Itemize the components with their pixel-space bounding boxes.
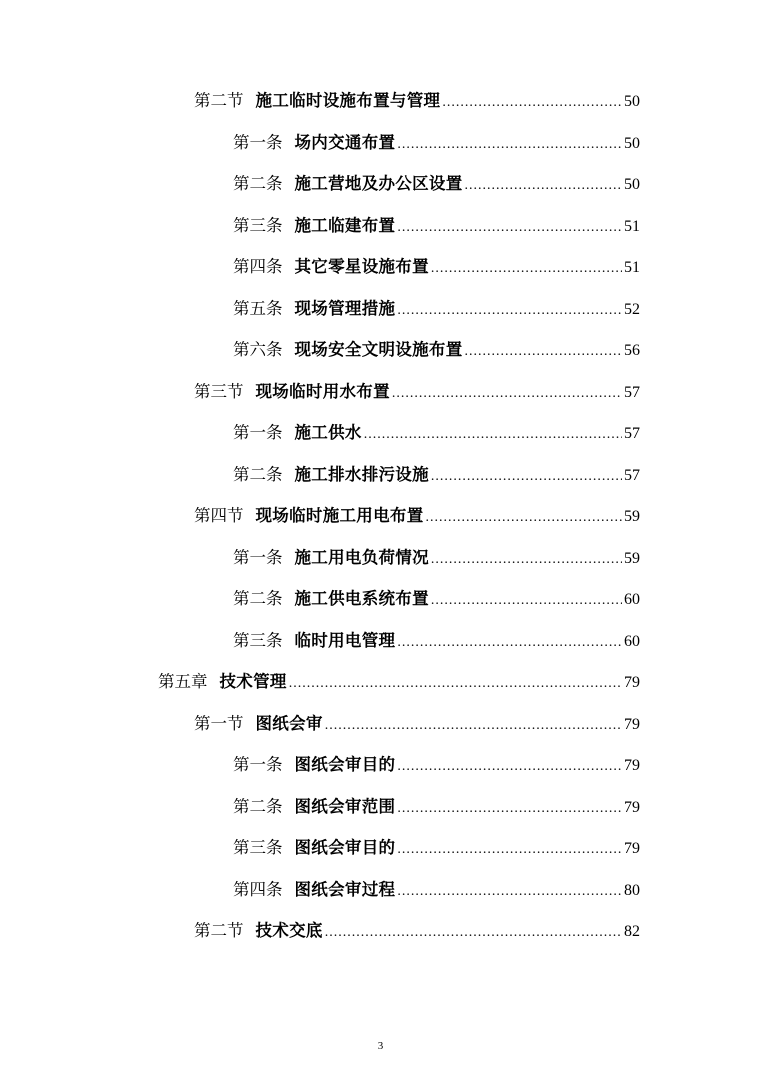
toc-entry-number: 第一节 — [194, 713, 244, 733]
toc-entry[interactable] — [0, 256, 761, 298]
toc-entry-title: 施工临时设施布置与管理 — [255, 91, 441, 110]
toc-entry-title: 现场管理措施 — [294, 298, 396, 318]
toc-entry-number: 第二条 — [233, 589, 283, 608]
toc-entry-number: 第六条 — [233, 340, 283, 359]
toc-entry-title: 技术交底 — [255, 921, 323, 940]
toc-entry-number: 第二节 — [194, 921, 244, 940]
toc-entry[interactable] — [0, 547, 761, 589]
toc-entry-page-number: 79 — [624, 798, 640, 816]
toc-entry-page-number: 79 — [624, 840, 640, 857]
toc-entry[interactable] — [0, 464, 761, 506]
toc-entry-page-number: 50 — [624, 176, 640, 193]
toc-dot-leader — [465, 175, 623, 197]
toc-entry-row — [233, 588, 640, 612]
toc-dot-leader — [431, 590, 622, 612]
toc-entry-page-number: 51 — [624, 259, 640, 276]
toc-entry-page-number: 57 — [624, 425, 640, 442]
toc-entry-title: 技术管理 — [219, 672, 287, 691]
toc-entry[interactable] — [0, 588, 761, 630]
toc-entry-row — [233, 547, 640, 571]
toc-dot-leader — [397, 300, 622, 322]
toc-entry-page-number: 50 — [624, 93, 640, 110]
toc-entry-title: 施工供电系统布置 — [294, 589, 429, 608]
toc-dot-leader — [397, 881, 622, 903]
toc-entry-row — [194, 90, 640, 114]
toc-entry-row — [233, 796, 640, 820]
toc-entry-title: 现场临时施工用电布置 — [255, 506, 424, 525]
toc-entry[interactable] — [0, 381, 761, 423]
page-number: 3 — [377, 1040, 384, 1052]
toc-dot-leader — [431, 258, 622, 280]
toc-entry-number: 第三节 — [194, 381, 244, 401]
toc-dot-leader — [397, 217, 622, 239]
toc-entry-page-number: 59 — [624, 549, 640, 567]
toc-entry-page-number: 57 — [624, 383, 640, 401]
toc-entry-number: 第一条 — [233, 547, 283, 567]
toc-entry-title: 现场临时用水布置 — [255, 381, 390, 401]
toc-entry-row — [233, 256, 640, 280]
toc-entry-title: 图纸会审目的 — [294, 755, 396, 774]
toc-entry-page-number: 80 — [624, 881, 640, 899]
toc-entry-number: 第二条 — [233, 464, 283, 484]
toc-entry-number: 第四条 — [233, 257, 283, 276]
toc-entry-title: 施工排水排污设施 — [294, 464, 429, 484]
toc-entry-number: 第二条 — [233, 174, 283, 193]
toc-dot-leader — [397, 756, 622, 778]
toc-entry-row — [233, 132, 640, 156]
toc-entry-number: 第四条 — [233, 879, 283, 899]
toc-entry-row — [158, 671, 640, 695]
toc-entry-title: 图纸会审 — [255, 713, 323, 733]
toc-entry-title: 现场安全文明设施布置 — [294, 340, 463, 359]
toc-entry-page-number: 79 — [624, 674, 640, 691]
toc-entry-title: 图纸会审目的 — [294, 838, 396, 857]
toc-entry[interactable] — [0, 630, 761, 672]
toc-entry-title: 其它零星设施布置 — [294, 257, 429, 276]
toc-entry-page-number: 82 — [624, 923, 640, 940]
toc-entry[interactable] — [0, 879, 761, 921]
toc-entry-number: 第五章 — [158, 672, 208, 691]
toc-entry-title: 施工临建布置 — [294, 215, 396, 235]
toc-entry[interactable] — [0, 505, 761, 547]
toc-entry-row — [194, 920, 640, 944]
toc-entry-row — [233, 630, 640, 654]
toc-dot-leader — [325, 715, 622, 737]
toc-dot-leader — [431, 466, 622, 488]
toc-dot-leader — [397, 632, 622, 654]
toc-dot-leader — [465, 341, 623, 363]
toc-entry-page-number: 60 — [624, 591, 640, 608]
toc-entry-row — [233, 339, 640, 363]
toc-entry-number: 第一条 — [233, 755, 283, 774]
toc-entry-row — [233, 173, 640, 197]
toc-dot-leader — [426, 507, 623, 529]
toc-entry[interactable] — [0, 90, 761, 132]
toc-entry-row — [233, 215, 640, 239]
toc-entry-page-number: 51 — [624, 217, 640, 235]
toc-dot-leader — [289, 673, 622, 695]
toc-dot-leader — [392, 383, 622, 405]
toc-entry-title: 施工供水 — [294, 423, 362, 442]
toc-entry-row — [233, 298, 640, 322]
toc-dot-leader — [325, 922, 622, 944]
toc-entry-number: 第三条 — [233, 215, 283, 235]
toc-entry-row — [194, 381, 640, 405]
toc-entry[interactable] — [0, 713, 761, 755]
toc-entry-number: 第二节 — [194, 91, 244, 110]
toc-entry-page-number: 59 — [624, 508, 640, 525]
toc-entry-page-number: 52 — [624, 300, 640, 318]
toc-entry-page-number: 50 — [624, 134, 640, 152]
toc-entry-number: 第三条 — [233, 630, 283, 650]
toc-dot-leader — [397, 839, 622, 861]
toc-dot-leader — [431, 549, 622, 571]
toc-entry[interactable] — [0, 796, 761, 838]
toc-entry[interactable] — [0, 339, 761, 381]
toc-entry-row — [233, 754, 640, 778]
toc-entry[interactable] — [0, 671, 761, 713]
toc-entry-number: 第一条 — [233, 423, 283, 442]
toc-dot-leader — [397, 798, 622, 820]
toc-entry-row — [233, 879, 640, 903]
toc-dot-leader — [364, 424, 622, 446]
table-of-contents — [0, 90, 761, 962]
toc-entry-number: 第三条 — [233, 838, 283, 857]
toc-entry[interactable] — [0, 754, 761, 796]
toc-entry-number: 第一条 — [233, 132, 283, 152]
toc-entry-row — [233, 837, 640, 861]
toc-entry-page-number: 57 — [624, 466, 640, 484]
toc-entry-row — [194, 505, 640, 529]
toc-entry-title: 施工营地及办公区设置 — [294, 174, 463, 193]
toc-entry-title: 施工用电负荷情况 — [294, 547, 429, 567]
toc-entry-number: 第二条 — [233, 796, 283, 816]
toc-entry[interactable] — [0, 298, 761, 340]
toc-entry-title: 场内交通布置 — [294, 132, 396, 152]
toc-entry-row — [194, 713, 640, 737]
toc-entry[interactable] — [0, 837, 761, 879]
toc-dot-leader — [397, 134, 622, 156]
toc-dot-leader — [442, 92, 622, 114]
toc-entry-row — [233, 422, 640, 446]
toc-entry-number: 第四节 — [194, 506, 244, 525]
toc-entry-row — [233, 464, 640, 488]
toc-entry[interactable] — [0, 132, 761, 174]
toc-entry-title: 图纸会审过程 — [294, 879, 396, 899]
toc-entry-page-number: 60 — [624, 632, 640, 650]
toc-entry-page-number: 79 — [624, 757, 640, 774]
toc-entry-page-number: 79 — [624, 715, 640, 733]
toc-entry[interactable] — [0, 173, 761, 215]
toc-entry-title: 临时用电管理 — [294, 630, 396, 650]
toc-entry[interactable] — [0, 422, 761, 464]
toc-entry[interactable] — [0, 215, 761, 257]
toc-entry-title: 图纸会审范围 — [294, 796, 396, 816]
toc-entry[interactable] — [0, 920, 761, 962]
toc-entry-page-number: 56 — [624, 342, 640, 359]
toc-entry-number: 第五条 — [233, 298, 283, 318]
